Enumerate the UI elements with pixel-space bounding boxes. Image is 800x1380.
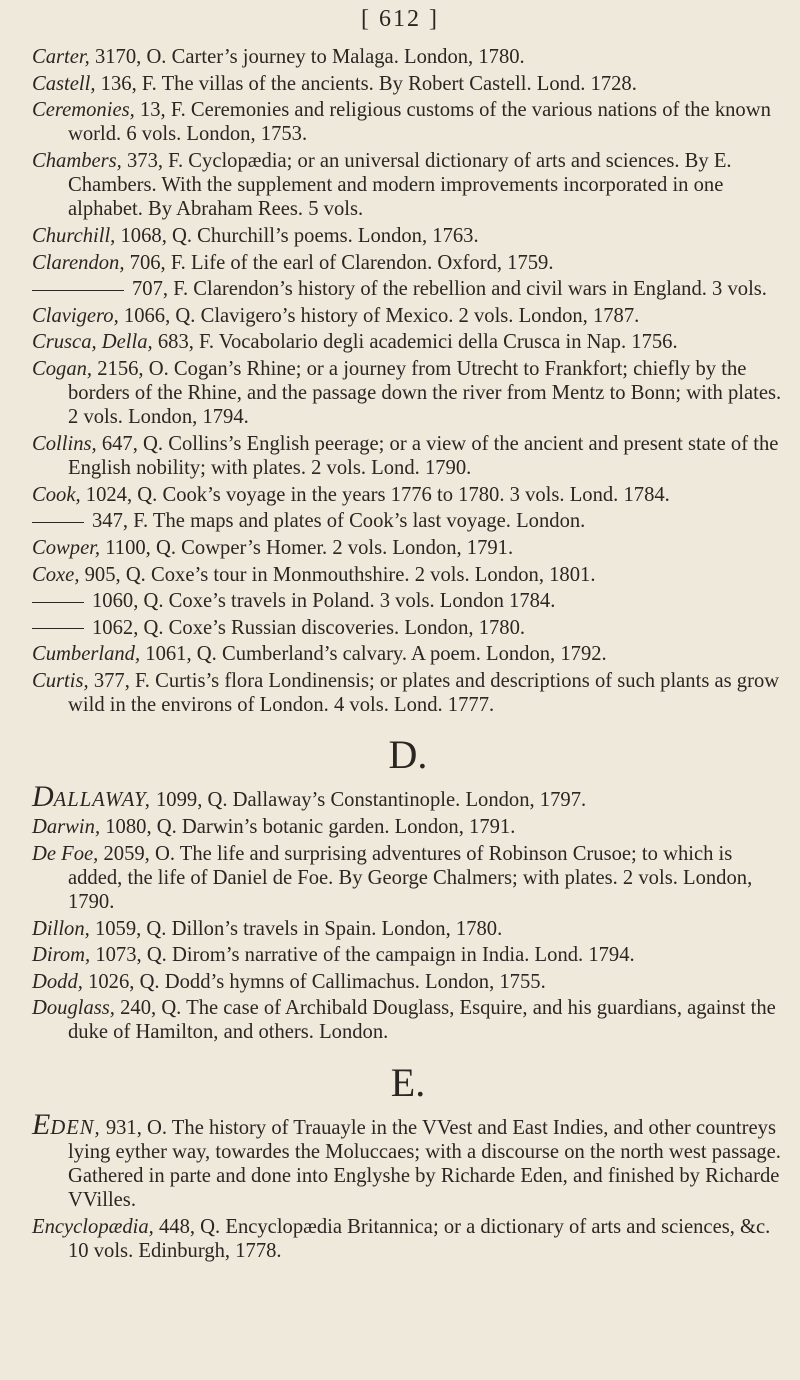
entry-name: Clavigero, <box>32 304 119 327</box>
entry-ref: 1024, Q. <box>85 483 158 506</box>
section-e-entries <box>32 1215 784 1263</box>
entry-ref: 1026, Q. <box>88 970 160 993</box>
entry-ref: 377, F. <box>93 669 150 692</box>
entry-text: Life of the earl of Clarendon. Oxford, 1759. <box>190 251 554 274</box>
entry-text: The maps and plates of Cook’s last voyage. London. <box>152 510 586 533</box>
entry-name: Cogan, <box>32 357 93 380</box>
catalogue-entry <box>32 780 784 814</box>
entry-text: Clarendon’s history of the rebellion and civil wars in England. 3 vols. <box>193 278 767 301</box>
catalogue-entry <box>32 563 784 587</box>
entry-ref: 1068, Q. <box>120 224 193 247</box>
catalogue-entry <box>32 98 784 146</box>
entry-text: Cook’s voyage in the years 1776 to 1780. 3 vols. Lond. 1784. <box>162 483 670 506</box>
entry-name: Encyclopædia, <box>32 1215 154 1238</box>
entry-ref: 1073, Q. <box>95 944 167 967</box>
entry-text: Vocabolario degli academici della Crusca in Nap. 1756. <box>218 331 678 354</box>
entry-name: Ceremonies, <box>32 99 135 122</box>
catalogue-entry <box>32 357 784 430</box>
catalogue-entry <box>32 970 784 994</box>
catalogue-entry <box>32 224 784 248</box>
entry-text: Collins’s English peerage; or a view of the ancient and present state of the English nobility; with plates. 2 vols. Lond. 1790. <box>68 432 779 480</box>
entry-name: Curtis, <box>32 669 89 692</box>
entry-text: 1099, Q. Dallaway’s Constantinople. London, 1797. <box>156 789 587 812</box>
entry-ref: 448, Q. <box>158 1215 221 1238</box>
entry-ref: 707, F. <box>132 278 189 301</box>
catalogue-entry <box>32 149 784 222</box>
catalogue-entry <box>32 917 784 941</box>
entry-name: Cumberland, <box>32 643 141 666</box>
entry-ref: 905, Q. <box>84 563 146 586</box>
catalogue-entry <box>32 277 784 301</box>
entry-ref: 1061, Q. <box>145 643 217 666</box>
entry-text: Coxe’s travels in Poland. 3 vols. London 1784. <box>168 590 556 613</box>
catalogue-entry <box>32 943 784 967</box>
entry-ref: 647, Q. <box>101 432 164 455</box>
catalogue-entry <box>32 1107 784 1213</box>
catalogue-entry <box>32 642 784 666</box>
ditto-rule <box>32 628 84 629</box>
entry-ref: 3170, O. <box>94 46 167 68</box>
entry-text: Cogan’s Rhine; or a journey from Utrecht to Frankfort; chiefly by the borders of the Rhine, and the passage down the river from Mentz to Bonn; with plates. 2 vols. London, 1794. <box>68 357 782 429</box>
entry-text: Cyclopædia; or an universal dictionary of arts and sciences. By E. Chambers. With the supplement and modern improvements incorporated in one alphabet. By Abraham Rees. 5 vols. <box>68 149 732 221</box>
catalogue-entry <box>32 996 784 1044</box>
entry-name: De Foe, <box>32 842 99 865</box>
catalogue-entry <box>32 1215 784 1263</box>
entry-text: Dirom’s narrative of the campaign in India. Lond. 1794. <box>172 944 635 967</box>
section-d-entries <box>32 815 784 1045</box>
entry-name: Collins, <box>32 432 97 455</box>
entry-ref: 1080, Q. <box>105 815 177 838</box>
catalogue-entry <box>32 536 784 560</box>
entry-name: ALLAWAY, <box>53 789 151 812</box>
section-heading-d: D. <box>388 732 428 778</box>
entry-ref: 1059, Q. <box>94 917 167 940</box>
entry-ref: 683, F. <box>157 331 214 354</box>
entry-name: Crusca, Della, <box>32 331 153 354</box>
entry-ref: 1066, Q. <box>123 304 196 327</box>
entry-name: Dirom, <box>32 944 91 967</box>
entry-text: Churchill’s poems. London, 1763. <box>197 224 479 247</box>
ditto-rule <box>32 290 124 291</box>
section-c-entries <box>32 45 784 717</box>
section-heading-e: E. <box>390 1059 426 1105</box>
entry-text: Coxe’s Russian discoveries. London, 1780. <box>168 616 526 639</box>
entry-ref: 2156, O. <box>97 357 169 380</box>
entry-text: Dodd’s hymns of Callimachus. London, 1755. <box>164 970 546 993</box>
drop-initial: D <box>32 780 54 814</box>
entry-ref: 136, F. <box>100 72 157 95</box>
entry-ref: 373, F. <box>126 149 184 172</box>
entry-text: Darwin’s botanic garden. London, 1791. <box>181 815 516 838</box>
entry-text: The life and surprising adventures of Robinson Crusoe; to which is added, the life of Daniel de Foe. By George Chalmers; with plates. 2 vols. London, 1790. <box>68 842 753 913</box>
catalogue-entry <box>32 304 784 328</box>
entry-ref: 347, F. <box>92 510 149 533</box>
entry-text: Cumberland’s calvary. A poem. London, 1792. <box>221 643 607 666</box>
entry-text: Cowper’s Homer. 2 vols. London, 1791. <box>181 536 514 559</box>
entry-text: Clavigero’s history of Mexico. 2 vols. London, 1787. <box>200 304 640 327</box>
catalogue-entry <box>32 330 784 354</box>
entry-ref: 706, F. <box>129 251 186 274</box>
entry-name: DEN, <box>50 1116 101 1139</box>
entry-text: The villas of the ancients. By Robert Castell. Lond. 1728. <box>161 72 637 95</box>
page-number: [ 612 ] <box>361 6 439 32</box>
entry-name: Clarendon, <box>32 251 125 274</box>
entries-list <box>32 45 784 1266</box>
entry-text: Dillon’s travels in Spain. London, 1780. <box>171 917 503 940</box>
catalogue-entry <box>32 589 784 613</box>
catalogue-entry <box>32 251 784 275</box>
entry-name: Chambers, <box>32 149 122 172</box>
entry-name: Carter, <box>32 46 90 68</box>
entry-text: Encyclopædia Britannica; or a dictionary of arts and sciences, &c. 10 vols. Edinburgh, 1778. <box>68 1215 771 1263</box>
ditto-rule <box>32 602 84 603</box>
catalogue-entry <box>32 669 784 717</box>
drop-initial: E <box>32 1107 51 1141</box>
ditto-rule <box>32 522 84 523</box>
entry-text: The case of Archibald Douglass, Esquire, and his guardians, against the duke of Hamilton, and others. London. <box>68 997 776 1044</box>
entry-ref: 1060, Q. <box>92 590 164 613</box>
entry-name: Castell, <box>32 72 96 95</box>
catalogue-entry <box>32 483 784 507</box>
entry-text: Curtis’s flora Londinensis; or plates and descriptions of such plants as grow wild in the environs of London. 4 vols. Lond. 1777. <box>68 669 780 717</box>
entry-name: Darwin, <box>32 815 101 838</box>
entry-ref: 1100, Q. <box>105 536 176 559</box>
catalogue-entry <box>32 432 784 480</box>
entry-name: Dillon, <box>32 917 90 940</box>
entry-ref: 13, F. <box>139 99 186 122</box>
catalogue-entry <box>32 842 784 915</box>
entry-ref: 1062, Q. <box>92 616 164 639</box>
entry-name: Cook, <box>32 483 81 506</box>
catalogue-entry <box>32 72 784 96</box>
entry-name: Dodd, <box>32 970 83 993</box>
catalogue-entry <box>32 509 784 533</box>
catalogue-entry <box>32 616 784 640</box>
entry-text: 931, O. The history of Trauayle in the VVest and East Indies, and other countreys lying eyther way, towardes the Moluccaes; with a discourse on the north west passage. Gathered in parte and done into Englyshe by Richarde Eden, and finished by Richarde VVilles. <box>68 1116 781 1212</box>
entry-name: Cowper, <box>32 536 101 559</box>
entry-name: Coxe, <box>32 563 80 586</box>
entry-ref: 240, Q. <box>120 997 182 1020</box>
entry-text: Coxe’s tour in Monmouthshire. 2 vols. London, 1801. <box>151 563 596 586</box>
entry-text: Carter’s journey to Malaga. London, 1780. <box>171 46 525 68</box>
entry-text: Ceremonies and religious customs of the various nations of the known world. 6 vols. London, 1753. <box>68 99 771 146</box>
entry-ref: 2059, O. <box>103 842 175 865</box>
entry-name: Churchill, <box>32 224 116 247</box>
entry-name: Douglass, <box>32 997 115 1020</box>
catalogue-entry <box>32 45 784 69</box>
catalogue-entry <box>32 815 784 839</box>
